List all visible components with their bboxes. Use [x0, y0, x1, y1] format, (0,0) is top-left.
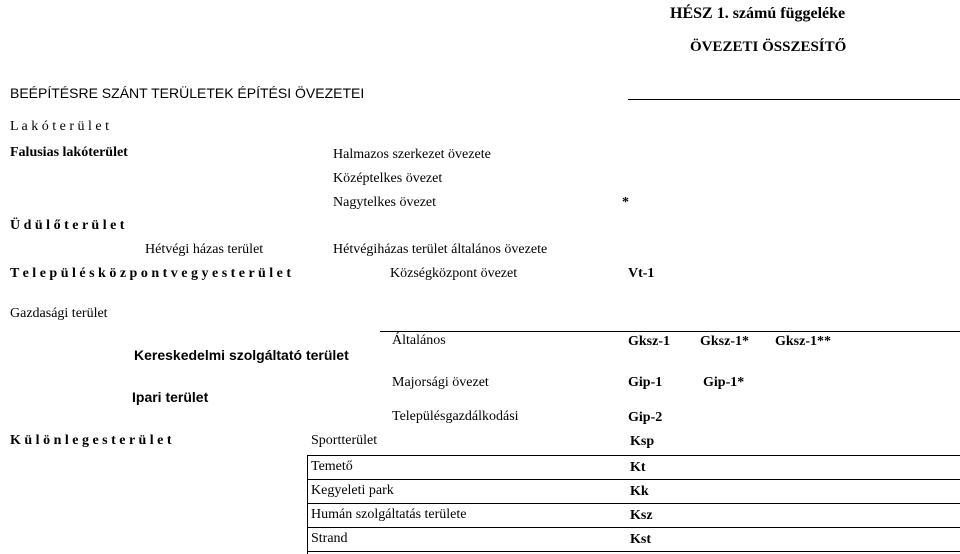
- kulonleges-row-rule: [307, 455, 960, 456]
- zone-name: Sportterület: [311, 433, 378, 448]
- section-title: BEÉPÍTÉSRE SZÁNT TERÜLETEK ÉPÍTÉSI ÖVEZETEI: [10, 85, 365, 101]
- zone-name: Temető: [311, 459, 353, 474]
- appendix-title: HÉSZ 1. számú függeléke: [670, 5, 846, 22]
- zone-code: Kst: [630, 532, 651, 547]
- zone-code: Gip-1*: [703, 375, 745, 390]
- kulonleges-row-rule: [307, 503, 960, 504]
- zone-name: Kegyeleti park: [311, 483, 394, 498]
- kulonleges-row-rule: [307, 527, 960, 528]
- lakoterulet-subtype: Falusias lakóterület: [10, 145, 128, 160]
- zone-code: Kk: [630, 484, 649, 499]
- zone-name: Általános: [392, 333, 446, 348]
- zone-name: Majorsági övezet: [392, 375, 489, 390]
- gazdasagi-rule: [380, 331, 960, 332]
- zone-name: Középtelkes övezet: [333, 171, 443, 186]
- gazdasagi-heading: Gazdasági terület: [10, 306, 108, 321]
- kulonleges-row-rule: [307, 479, 960, 480]
- zone-code: Gksz-1: [628, 334, 670, 349]
- zone-name: Strand: [311, 531, 348, 546]
- kulonleges-vertical-rule: [307, 455, 308, 554]
- zone-code: Gksz-1**: [775, 334, 831, 349]
- ipari-label: Ipari terület: [132, 389, 209, 405]
- zone-code: Gip-2: [628, 410, 663, 425]
- zone-code: Kt: [630, 460, 646, 475]
- zone-name: Községközpont övezet: [390, 266, 518, 281]
- kereskedelmi-label: Kereskedelmi szolgáltató terület: [134, 347, 349, 363]
- kulonleges-row-rule: [307, 551, 960, 552]
- zone-name: Halmazos szerkezet övezete: [333, 147, 491, 162]
- telepulesk-heading: T e l e p ü l é s k ö z p o n t v e g y e s t e r ü l e t: [10, 266, 292, 281]
- zone-name: Hétvégiházas terület általános övezete: [333, 242, 548, 257]
- zone-name: Nagytelkes övezet: [333, 195, 437, 210]
- zone-name: Településgazdálkodási: [392, 409, 519, 424]
- zone-code: Gksz-1*: [700, 334, 749, 349]
- lakoterulet-heading: L a k ó t e r ü l e t: [10, 119, 110, 134]
- summary-title: ÖVEZETI ÖSSZESÍTŐ: [690, 39, 847, 55]
- zone-code: Gip-1: [628, 375, 663, 390]
- udulo-subtype: Hétvégi házas terület: [145, 242, 264, 257]
- zone-code: Ksz: [630, 508, 653, 523]
- kulonleges-heading: K ü l ö n l e g e s t e r ü l e t: [10, 433, 172, 448]
- zone-code: Vt-1: [628, 266, 655, 281]
- zone-code: *: [622, 195, 629, 210]
- udulo-heading: Ü d ü l ő t e r ü l e t: [10, 218, 125, 233]
- zone-code: Ksp: [630, 434, 655, 449]
- header-rule: [628, 99, 960, 100]
- zone-name: Humán szolgáltatás területe: [311, 507, 467, 522]
